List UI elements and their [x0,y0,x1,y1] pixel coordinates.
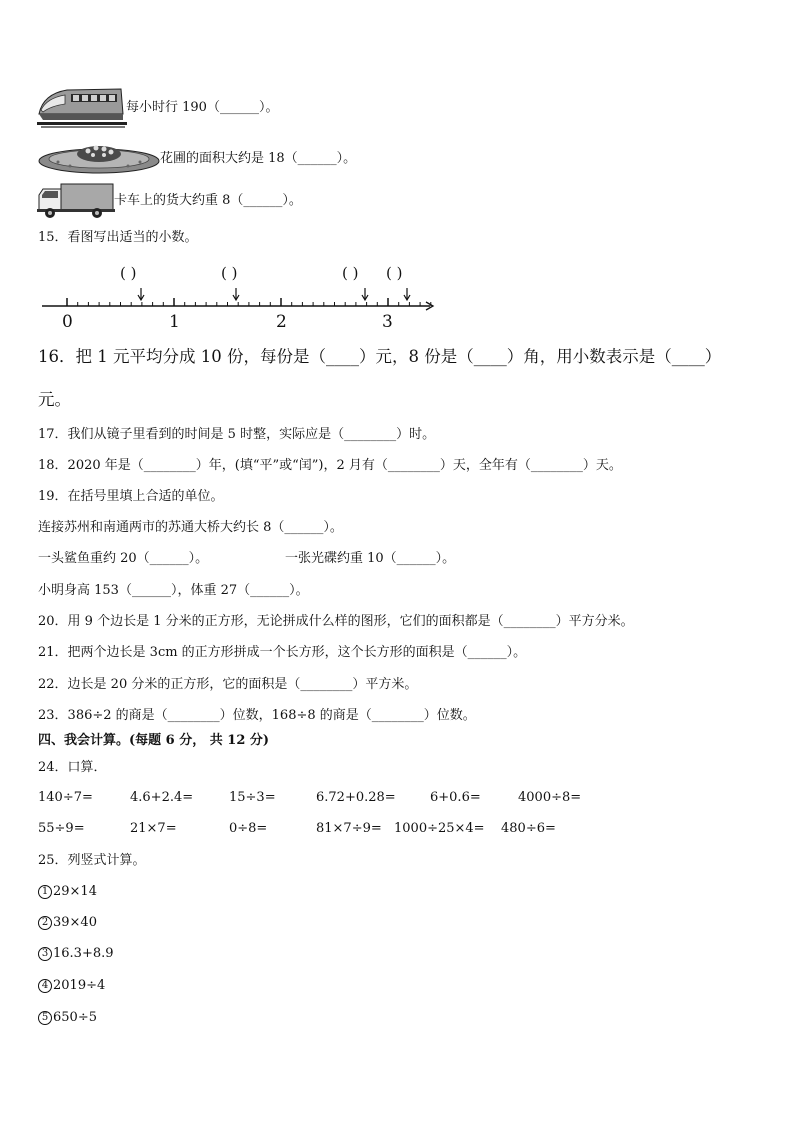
number-line-blank-4: ( ) [386,264,403,282]
question-19-b: 一头鲨鱼重约 20（______）。 [38,551,209,566]
calc-item: 21×7= [130,821,177,836]
tick-label-0: 0 [62,312,73,332]
calc-item: 6.72+0.28= [316,790,396,805]
vertical-calc-expr: 29×14 [53,884,97,899]
truck-question: 卡车上的货大约重 8（______）。 [114,193,302,208]
question-24: 24．口算． [38,760,107,775]
question-16-cont: 元。 [38,390,71,409]
garden-question: 花圃的面积大约是 18（______）。 [160,151,357,166]
question-21: 21．把两个边长是 3cm 的正方形拼成一个长方形，这个长方形的面积是（______）。 [38,645,527,660]
calc-item: 15÷3= [229,790,276,805]
question-22: 22．边长是 20 分米的正方形，它的面积是（________）平方米。 [38,677,418,692]
calc-item: 140÷7= [38,790,93,805]
tick-label-2: 2 [276,312,287,332]
vertical-calc-item [38,1009,97,1027]
number-line-blank-3: ( ) [342,264,359,282]
calc-item: 480÷6= [501,821,556,836]
circled-number: 3 [38,947,52,961]
question-20: 20．用 9 个边长是 1 分米的正方形，无论拼成什么样的图形，它们的面积都是（________）平方分米。 [38,614,634,629]
circled-number: 2 [38,916,52,930]
vertical-calc-item [38,914,97,932]
calc-item: 0÷8= [229,821,268,836]
section-heading: 四、我会计算。(每题 6 分， 共 12 分) [38,733,270,748]
calc-item: 1000÷25×4= [394,821,485,836]
question-19: 19．在括号里填上合适的单位。 [38,489,224,504]
calc-item: 6+0.6= [430,790,481,805]
vertical-calc-item [38,883,97,901]
vertical-calc-item [38,945,114,963]
calc-item: 4.6+2.4= [130,790,194,805]
circled-number: 4 [38,979,52,993]
circled-number: 1 [38,885,52,899]
question-19-c: 一张光碟约重 10（______）。 [285,551,456,566]
question-19-d: 小明身高 153（______），体重 27（______）。 [38,583,309,598]
calc-item: 55÷9= [38,821,85,836]
vertical-calc-expr: 16.3+8.9 [53,946,114,961]
question-15: 15．看图写出适当的小数。 [38,230,198,245]
circled-number: 5 [38,1011,52,1025]
train-picture [37,84,127,130]
question-19-a: 连接苏州和南通两市的苏通大桥大约长 8（______）。 [38,520,343,535]
question-23: 23．386÷2 的商是（________）位数，168÷8 的商是（________）位数。 [38,708,476,723]
question-16: 16．把 1 元平均分成 10 份，每份是（____）元，8 份是（____）角，用小数表示是（____） [38,347,722,366]
question-25: 25．列竖式计算。 [38,853,146,868]
truck-picture [37,181,115,219]
flower-bed-picture [38,140,160,174]
train-question: 每小时行 190（______）。 [126,100,279,115]
question-18: 18．2020 年是（________）年，(填“平”或“闰”)，2 月有（________）天，全年有（________）天。 [38,458,622,473]
number-line [38,260,438,332]
vertical-calc-item [38,977,105,995]
question-17: 17．我们从镜子里看到的时间是 5 时整，实际应是（________）时。 [38,427,436,442]
vertical-calc-expr: 2019÷4 [53,978,106,993]
tick-label-1: 1 [169,312,180,332]
calc-item: 4000÷8= [518,790,582,805]
vertical-calc-expr: 39×40 [53,915,97,930]
vertical-calc-expr: 650÷5 [53,1010,97,1025]
tick-label-3: 3 [382,312,393,332]
number-line-blank-1: ( ) [120,264,137,282]
calc-item: 81×7÷9= [316,821,382,836]
number-line-blank-2: ( ) [221,264,238,282]
